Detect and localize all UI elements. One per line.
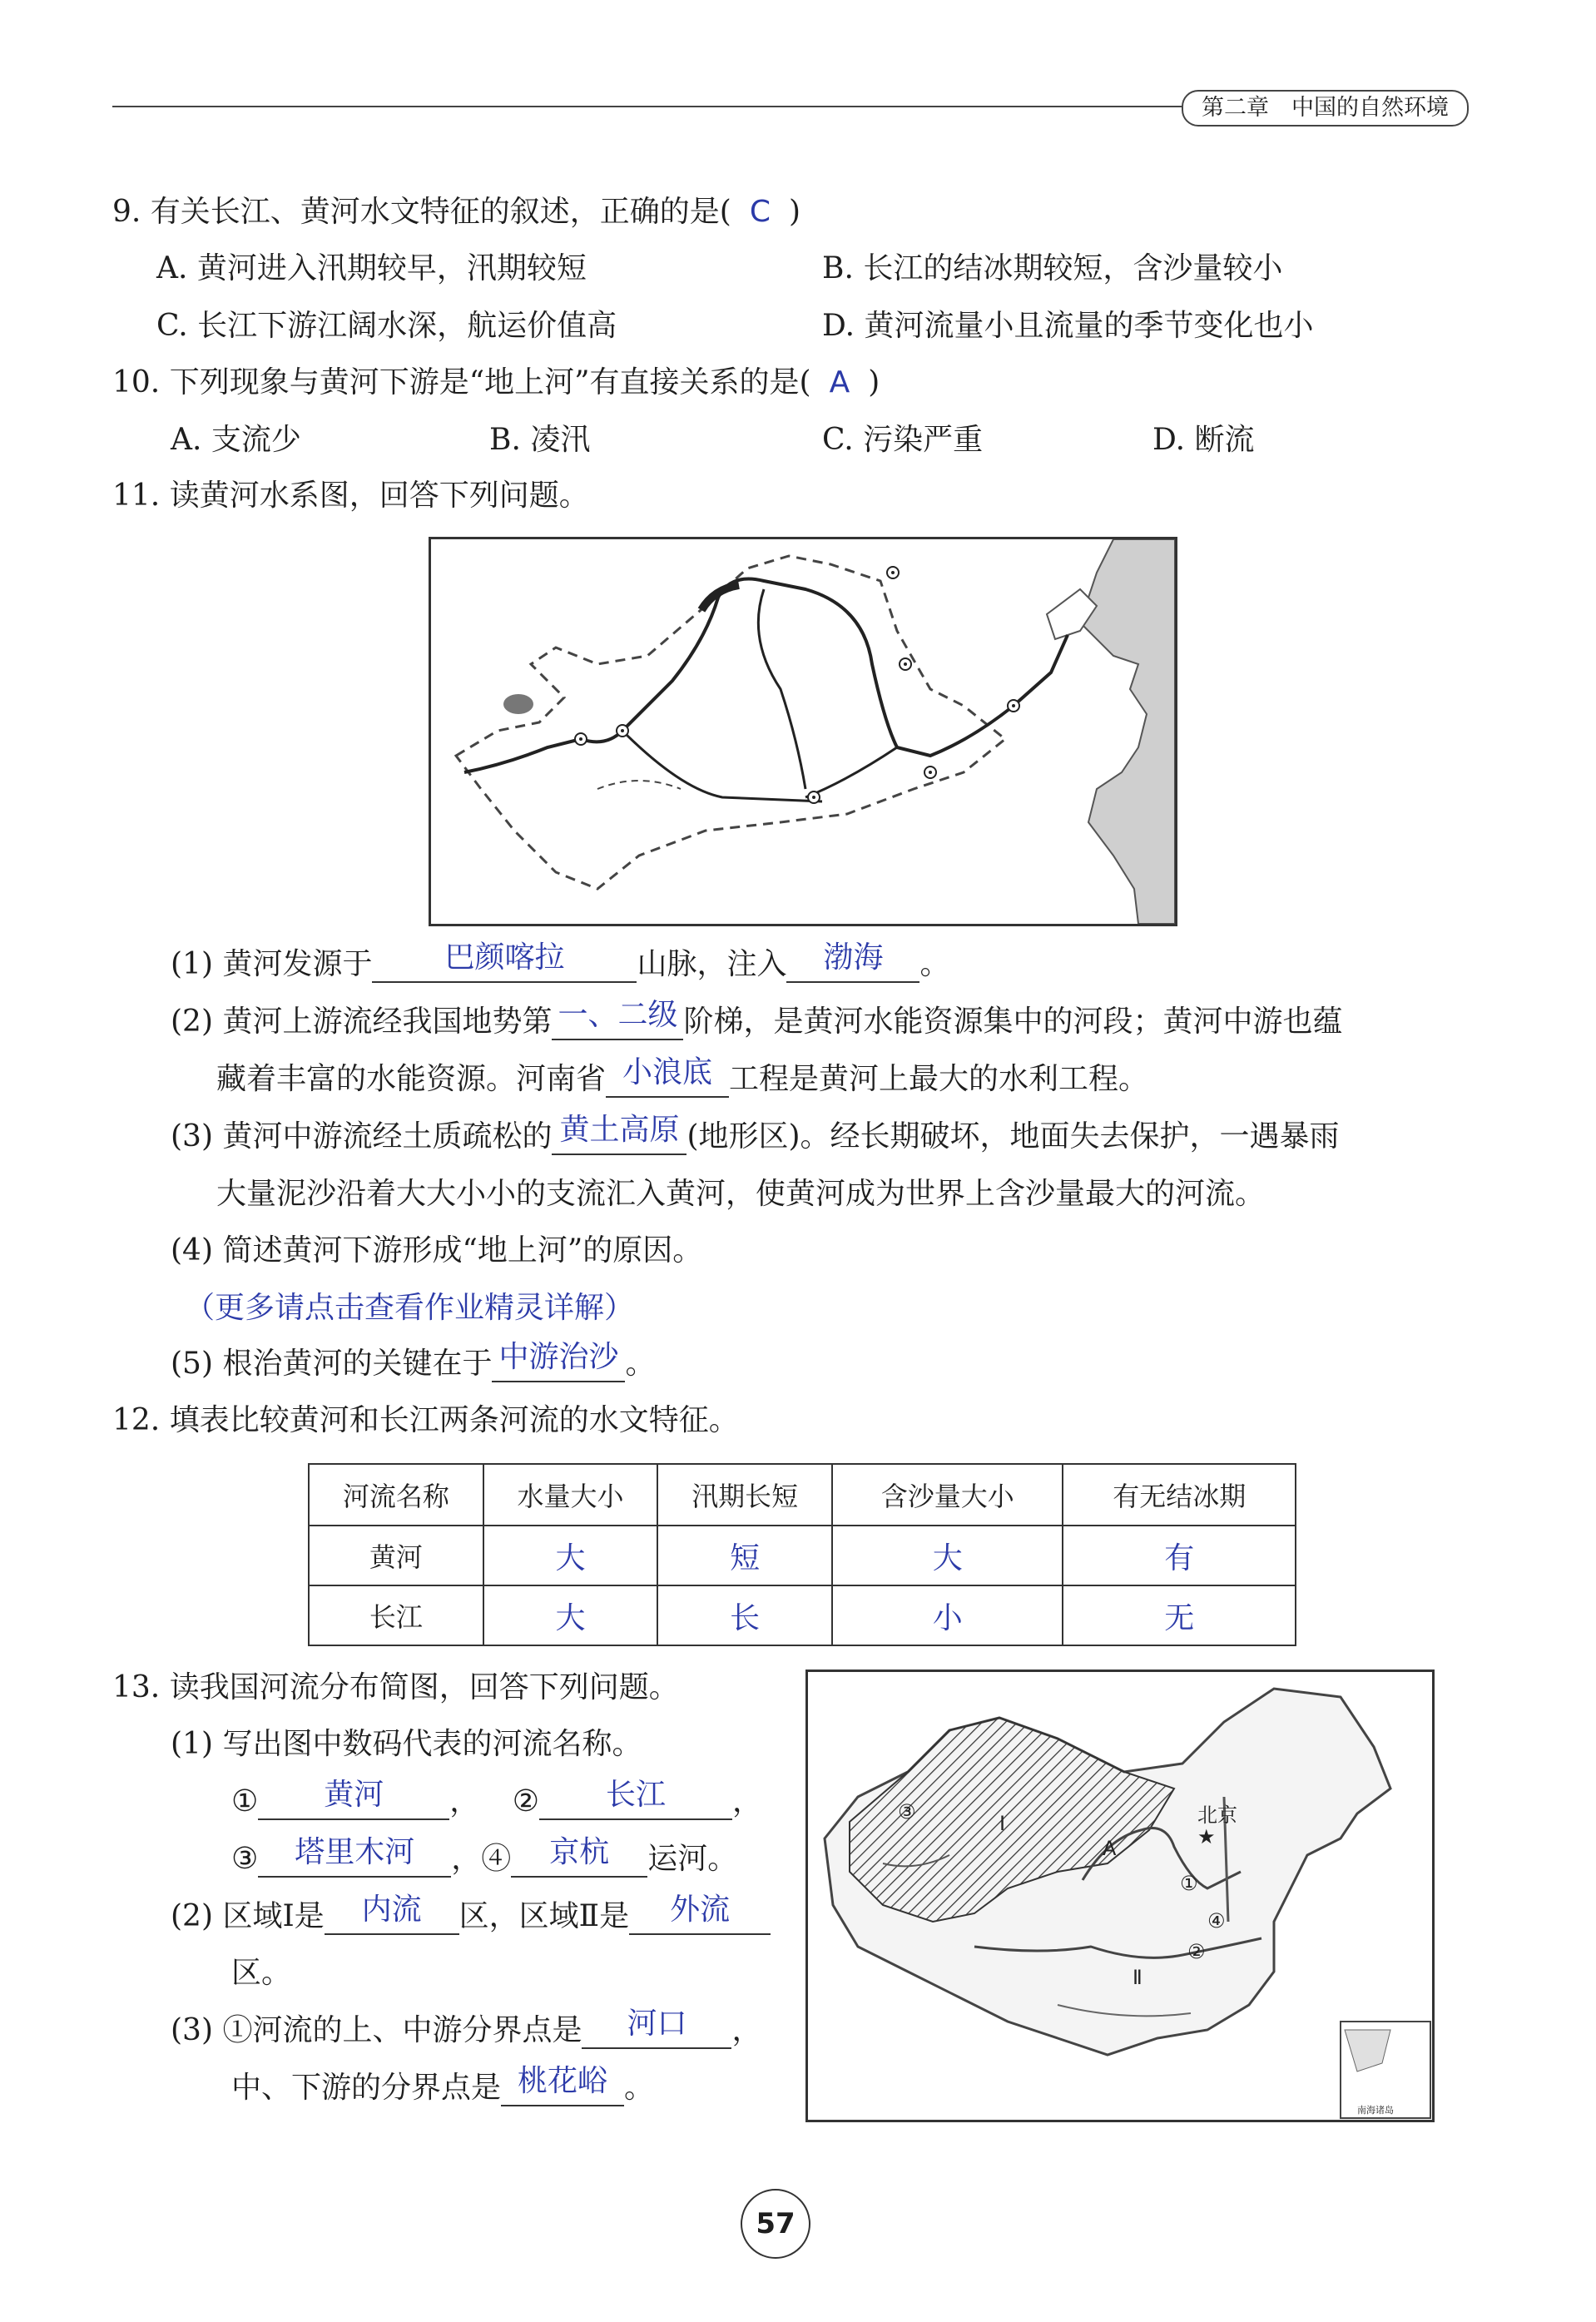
q11-part3-line2: 大量泥沙沿着大大小小的支流汇入黄河，使黄河成为世界上含沙量最大的河流。: [216, 1177, 1266, 1211]
q11-part4: (4) 简述黄河下游形成“地上河”的原因。: [171, 1233, 703, 1268]
q10-option-a: A. 支流少: [171, 423, 301, 457]
col-header-sediment: 含沙量大小: [832, 1464, 1063, 1526]
map-label-beijing: 北京: [1197, 1804, 1237, 1827]
q13-answer-upper-middle: 河口: [627, 2007, 687, 2041]
q13-rivers-line1: ① 黄河 ， ② 长江 ，: [231, 1778, 763, 1818]
map-label-2: ②: [1187, 1940, 1206, 1963]
q13-answer-middle-lower: 桃花峪: [518, 2064, 608, 2098]
row-name: 长江: [309, 1585, 483, 1645]
table-header-row: [309, 1464, 1296, 1526]
cell-answer: 大: [932, 1541, 963, 1575]
col-header-volume: 水量大小: [483, 1464, 658, 1526]
map-label-region2: Ⅱ: [1133, 1966, 1142, 1989]
q13-part3-line2: 中、下游的分界点是 桃花峪 。: [231, 2064, 655, 2105]
q13-stem: 13. 读我国河流分布简图，回答下列问题。: [112, 1670, 679, 1704]
q13-part3-line1: (3) ①河流的上、中游分界点是 河口 ，: [171, 2007, 762, 2047]
q10-option-b: B. 凌汛: [489, 423, 591, 457]
q13-answer-region2: 外流: [670, 1893, 731, 1927]
map-label-a: A: [1103, 1837, 1117, 1860]
q13-answer-region1: 内流: [361, 1893, 422, 1927]
q11-part2-line1: (2) 黄河上游流经我国地势第 一、二级 阶梯，是黄河水能资源集中的河段；黄河中游也蕴: [171, 998, 1343, 1039]
q10-option-c: C. 污染严重: [822, 423, 984, 457]
map-label-3: ③: [898, 1800, 916, 1823]
q9-option-d: D. 黄河流量小且流量的季节变化也小: [822, 309, 1314, 343]
col-header-flood: 汛期长短: [657, 1464, 832, 1526]
cell-answer: 大: [555, 1541, 586, 1575]
q11-part5: (5) 根治黄河的关键在于 中游治沙 。: [171, 1340, 656, 1381]
q13-answer-river3: 塔里木河: [295, 1835, 415, 1869]
hydrology-table: [308, 1463, 1296, 1646]
china-rivers-map-figure: [808, 1672, 1432, 2120]
cell-answer: 有: [1164, 1541, 1195, 1575]
q10-stem: 10. 下列现象与黄河下游是“地上河”有直接关系的是( A ): [112, 365, 880, 399]
cell-answer: 无: [1164, 1600, 1195, 1635]
q11-answer-source: 巴颜喀拉: [444, 940, 565, 975]
more-detail-link[interactable]: （更多请点击查看作业精灵详解）: [185, 1291, 635, 1325]
q11-answer-landform: 黄土高原: [559, 1113, 680, 1147]
header-rule: [112, 106, 1182, 107]
map-label-inset: 南海诸岛: [1357, 2105, 1394, 2116]
q11-part1: (1) 黄河发源于 巴颜喀拉 山脉，注入 渤海 。: [171, 940, 950, 981]
q11-answer-key: 中游治沙: [498, 1340, 619, 1374]
q10-answer: A: [829, 365, 850, 399]
q9-answer: C: [749, 195, 771, 229]
q13-rivers-line2: ③ 塔里木河 ，④ 京杭 运河。: [231, 1835, 738, 1876]
q13-answer-canal: 京杭: [549, 1835, 610, 1869]
q9-option-b: B. 长江的结冰期较短，含沙量较小: [822, 251, 1283, 285]
q12-stem: 12. 填表比较黄河和长江两条河流的水文特征。: [112, 1403, 739, 1437]
map-label-1: ①: [1180, 1872, 1198, 1895]
cell-answer: 大: [555, 1600, 586, 1635]
table-row: [309, 1585, 1296, 1645]
cell-answer: 长: [730, 1600, 761, 1635]
col-header-ice: 有无结冰期: [1063, 1464, 1296, 1526]
col-header-name: 河流名称: [309, 1464, 483, 1526]
q9-option-c: C. 长江下游江阔水深，航运价值高: [156, 309, 617, 343]
q11-answer-project: 小浪底: [622, 1055, 713, 1089]
cell-answer: 短: [730, 1541, 761, 1575]
q13-answer-river1: 黄河: [324, 1778, 384, 1812]
q11-stem: 11. 读黄河水系图，回答下列问题。: [112, 479, 589, 513]
cell-answer: 小: [932, 1600, 963, 1635]
q9-stem: 9. 有关长江、黄河水文特征的叙述，正确的是( C ): [112, 195, 801, 229]
q11-answer-steps: 一、二级: [558, 998, 678, 1032]
q10-option-d: D. 断流: [1152, 423, 1255, 457]
q13-part2-line1: (2) 区域Ⅰ是 内流 区，区域Ⅱ是 外流: [171, 1898, 771, 1935]
yellow-river-map: [429, 537, 1177, 926]
q13-part1: (1) 写出图中数码代表的河流名称。: [171, 1727, 642, 1761]
map-label-region1: Ⅰ: [999, 1812, 1006, 1835]
q13-answer-river2: 长江: [606, 1778, 667, 1812]
yellow-river-map-figure: [431, 539, 1175, 924]
page-number: 57: [741, 2189, 810, 2259]
q9-option-a: A. 黄河进入汛期较早，汛期较短: [156, 251, 587, 285]
beijing-star-icon: ★: [1197, 1825, 1216, 1848]
q13-part2-line2: 区。: [231, 1956, 292, 1990]
china-rivers-map: [805, 1670, 1435, 2122]
q11-part2-line2: 藏着丰富的水能资源。河南省 小浪底 工程是黄河上最大的水利工程。: [216, 1055, 1149, 1096]
q11-answer-sea: 渤海: [823, 940, 884, 975]
row-name: 黄河: [309, 1526, 483, 1585]
q11-part3-line1: (3) 黄河中游流经土质疏松的 黄土高原 (地形区)。经长期破坏，地面失去保护，一遇暴雨: [171, 1113, 1340, 1154]
chapter-tag: 第二章 中国的自然环境: [1182, 90, 1469, 127]
map-label-4: ④: [1207, 1909, 1226, 1933]
table-row: [309, 1526, 1296, 1585]
